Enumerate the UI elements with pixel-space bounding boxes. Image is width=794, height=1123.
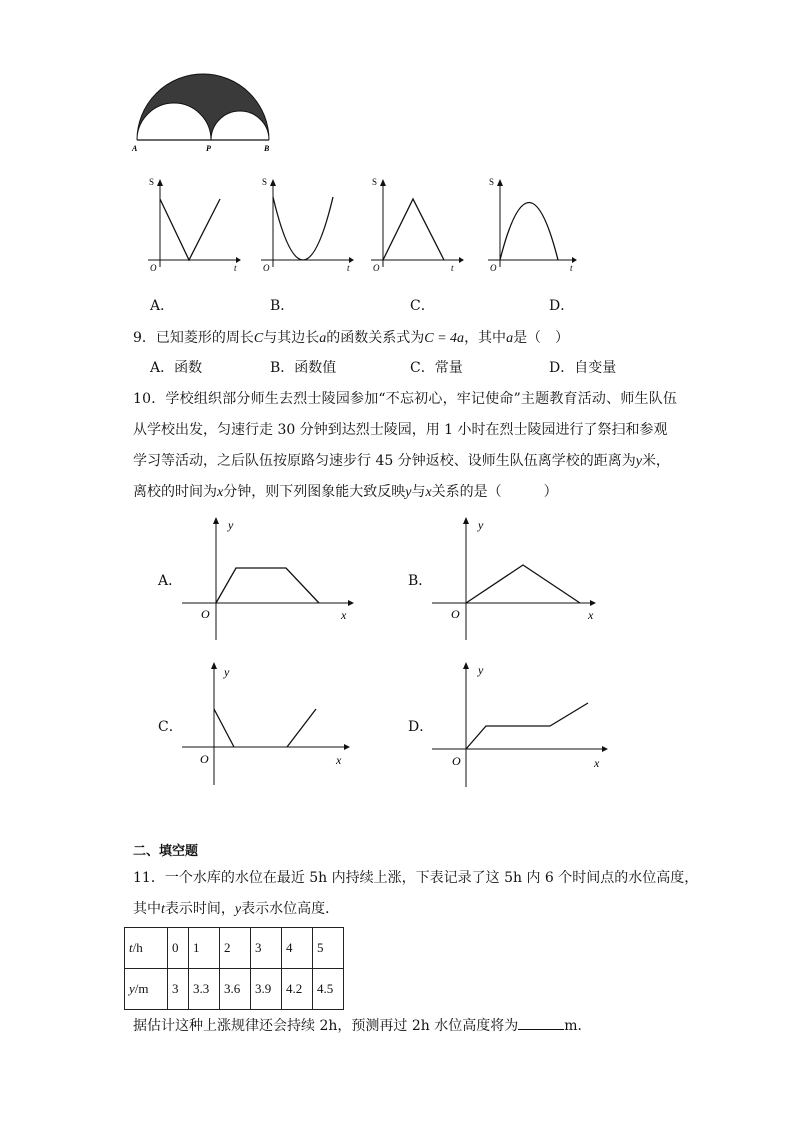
q8-option-c[interactable]: C．	[410, 298, 435, 314]
y-label: y	[478, 518, 484, 532]
x-label: t	[234, 263, 237, 273]
q11-line-2-b: 表示时间，	[164, 901, 235, 917]
q11-line-1: 11．一个水库的水位在最近 5h 内持续上涨，下表记录了这 5h 内 6 个时间点的水位高度，	[133, 870, 699, 886]
x-axis-arrow	[348, 600, 354, 606]
q9-option-b[interactable]: B．函数值	[270, 360, 337, 376]
y-axis-arrow	[463, 517, 469, 524]
graph-line-ascending	[287, 709, 316, 747]
graph-line	[466, 565, 580, 603]
x-axis-arrow	[459, 257, 464, 263]
q9-question	[133, 328, 569, 349]
graph-curve	[273, 197, 333, 260]
x-axis-arrow	[602, 746, 608, 752]
table-row-height	[125, 969, 344, 1010]
y-axis-arrow	[463, 662, 469, 669]
table-cell: 3.6	[220, 969, 251, 1010]
y-axis-arrow	[497, 179, 503, 186]
y-axis-arrow	[157, 179, 163, 186]
q9-text-4: ，其中	[464, 330, 507, 346]
q9-var-c: C	[253, 331, 264, 346]
q9-option-c[interactable]: C．常量	[410, 360, 463, 376]
y-label: S	[372, 177, 378, 187]
q9-var-a2: a	[506, 331, 514, 346]
table-cell: 3	[251, 928, 282, 969]
q9-var-a: a	[319, 331, 327, 346]
point-p-label: P	[206, 144, 211, 153]
q8-graph-d	[482, 175, 582, 275]
q9-text-3: 的函数关系式为	[326, 330, 425, 346]
y-label: S	[262, 177, 268, 187]
table-cell: 3.3	[189, 969, 220, 1010]
x-axis-arrow	[344, 744, 350, 750]
q10-var-y2: y	[405, 485, 412, 500]
x-label: x	[336, 753, 342, 767]
shaded-region	[137, 74, 269, 140]
x-label: x	[594, 756, 600, 770]
table-header-height: y/m	[125, 969, 168, 1010]
q10-line-4-a: 离校的时间为	[133, 484, 217, 500]
x-label: x	[588, 608, 594, 622]
q10-var-x: x	[217, 485, 224, 500]
y-axis-arrow	[380, 179, 386, 186]
q11-line-3	[133, 1015, 591, 1036]
y-axis-arrow	[211, 662, 217, 669]
q11-var-y: y	[234, 902, 242, 917]
table-cell: 1	[189, 928, 220, 969]
x-label: t	[570, 263, 573, 273]
origin-label: O	[452, 754, 461, 768]
q11-line-3-a: 据估计这种上涨规律还会持续 2h，预测再过 2h 水位高度将为	[133, 1018, 519, 1034]
y-label: y	[228, 518, 234, 532]
point-a-label: A	[132, 144, 138, 153]
y-label: S	[489, 177, 495, 187]
q10-graph-d	[428, 660, 613, 790]
q9-option-d[interactable]: D．自变量	[549, 360, 617, 376]
q9-text-5: 是（ ）	[513, 330, 570, 346]
q10-line-4-d: 关系的是（ ）	[431, 484, 558, 500]
table-cell: 0	[168, 928, 189, 969]
semicircle-figure	[128, 70, 278, 154]
q8-graph-c	[365, 175, 465, 275]
table-cell: 4	[282, 928, 313, 969]
q10-line-4-c: 与	[411, 484, 426, 500]
q10-graph-c	[178, 660, 358, 790]
x-axis-arrow	[236, 257, 241, 263]
table-cell: 3	[168, 969, 189, 1010]
graph-curve	[383, 199, 444, 260]
answer-blank[interactable]	[518, 1015, 564, 1030]
q9-option-a[interactable]: A．函数	[150, 360, 203, 376]
q10-line-3-a: 学习等活动，之后队伍按原路匀速步行 45 分钟返校、设师生队伍离学校的距离为	[133, 453, 636, 469]
q11-line-2-c: 表示水位高度．	[241, 901, 340, 917]
table-row-time	[125, 928, 344, 969]
graph-line	[466, 703, 588, 749]
q8-graph-b	[255, 175, 355, 275]
table-header-time: t/h	[125, 928, 168, 969]
q10-line-2: 从学校出发，匀速行走 30 分钟到达烈士陵园，用 1 小时在烈士陵园进行了祭扫和参观	[133, 422, 668, 438]
q10-var-y: y	[635, 454, 642, 469]
q10-line-4-b: 分钟，则下列图象能大致反映	[223, 484, 406, 500]
graph-curve	[500, 203, 558, 261]
table-cell: 3.9	[251, 969, 282, 1010]
q10-option-a[interactable]: A．	[158, 573, 183, 589]
table-cell: 2	[220, 928, 251, 969]
water-level-table	[124, 927, 344, 1010]
q8-option-a[interactable]: A．	[150, 298, 175, 314]
q10-option-d[interactable]: D．	[408, 719, 434, 735]
graph-curve	[160, 199, 220, 260]
section-title: 二、填空题	[133, 844, 199, 859]
origin-label: O	[150, 263, 157, 273]
q11-line-3-b: m．	[564, 1018, 592, 1034]
q10-graph-a	[178, 515, 358, 645]
q10-line-3	[133, 451, 670, 472]
q11-line-2-a: 其中	[133, 901, 161, 917]
q8-option-d[interactable]: D．	[549, 298, 575, 314]
y-label: y	[224, 665, 230, 679]
y-label: y	[478, 663, 484, 677]
origin-label: O	[490, 263, 497, 273]
x-label: x	[341, 608, 347, 622]
graph-line	[216, 568, 319, 603]
y-label: S	[149, 177, 155, 187]
x-axis-arrow	[590, 600, 596, 606]
origin-label: O	[201, 607, 210, 621]
table-cell: 4.5	[313, 969, 344, 1010]
x-axis-arrow	[349, 257, 354, 263]
x-axis-arrow	[572, 257, 577, 263]
q9-text-2: 与其边长	[263, 330, 320, 346]
q11-var-t: t	[161, 902, 165, 917]
q8-graph-a	[142, 175, 242, 275]
origin-label: O	[263, 263, 270, 273]
table-cell: 4.2	[282, 969, 313, 1010]
origin-label: O	[373, 263, 380, 273]
q9-formula: C = 4a	[424, 331, 465, 346]
q10-line-1: 10．学校组织部分师生去烈士陵园参加“不忘初心，牢记使命”主题教育活动、师生队伍	[133, 391, 678, 407]
origin-label: O	[200, 752, 209, 766]
q9-text-1: 9．已知菱形的周长	[133, 330, 254, 346]
x-label: t	[347, 263, 350, 273]
q10-var-x2: x	[425, 485, 432, 500]
y-axis-arrow	[270, 179, 276, 186]
x-label: t	[451, 263, 454, 273]
q10-line-4	[133, 482, 558, 503]
q10-graph-b	[428, 515, 608, 645]
y-axis-arrow	[213, 517, 219, 524]
origin-label: O	[451, 607, 460, 621]
point-b-label: B	[264, 144, 270, 153]
q10-option-c[interactable]: C．	[158, 719, 183, 735]
graph-line-descending	[214, 709, 234, 747]
q10-line-3-b: 米，	[641, 453, 670, 469]
q8-option-b[interactable]: B．	[270, 298, 295, 314]
table-cell: 5	[313, 928, 344, 969]
q11-line-2	[133, 899, 339, 920]
q10-option-b[interactable]: B．	[408, 573, 433, 589]
